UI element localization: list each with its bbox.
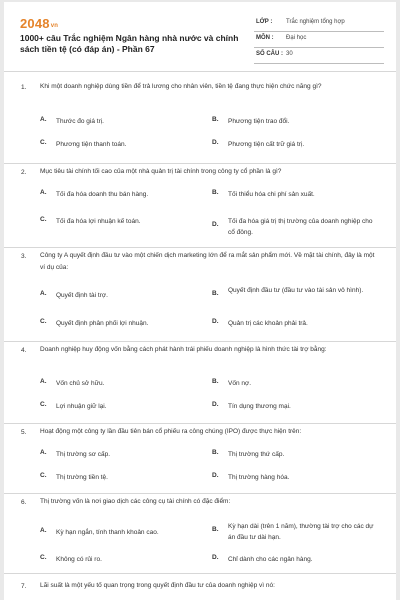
question-number: 1. bbox=[21, 84, 27, 91]
document-meta bbox=[254, 16, 384, 64]
question-number: 3. bbox=[21, 253, 27, 260]
option-letter: A. bbox=[40, 290, 47, 297]
meta-row-subject bbox=[254, 32, 384, 48]
meta-key: SỐ CÂU : bbox=[256, 51, 283, 57]
question-item bbox=[4, 424, 396, 494]
meta-key: MÔN : bbox=[256, 35, 274, 41]
question-item bbox=[4, 72, 396, 164]
site-logo[interactable] bbox=[20, 16, 58, 31]
question-item bbox=[4, 164, 396, 248]
option-text: Tối đa hóa lợi nhuận kế toán. bbox=[56, 218, 141, 225]
option-text: Phương tiện thanh toán. bbox=[56, 141, 127, 148]
option-text: Tối thiểu hóa chi phí sản xuất. bbox=[228, 191, 315, 198]
meta-value: Đại học bbox=[286, 35, 307, 41]
option-letter: C. bbox=[40, 554, 47, 561]
question-number: 7. bbox=[21, 583, 27, 590]
option-letter: A. bbox=[40, 449, 47, 456]
question-text: Thị trường vốn là nơi giao dịch các công cụ tài chính có đặc điểm: bbox=[40, 498, 231, 505]
option-letter: B. bbox=[212, 189, 219, 196]
question-item bbox=[4, 342, 396, 424]
option-letter: B. bbox=[212, 449, 219, 456]
question-number: 6. bbox=[21, 499, 27, 506]
option-letter: D. bbox=[212, 472, 219, 479]
question-text: Công ty A quyết định đầu tư vào một chiến dịch marketing lớn để ra mắt sản phẩm mới. Về mặt tài chính, đây là một ví dụ của: bbox=[40, 252, 375, 271]
logo-suffix: vn bbox=[50, 23, 59, 29]
option-text: Thước đo giá trị. bbox=[56, 118, 104, 125]
option-letter: A. bbox=[40, 116, 47, 123]
question-text: Lãi suất là một yếu tố quan trọng trong quyết định đầu tư của doanh nghiệp vì nó: bbox=[40, 582, 275, 589]
document-header bbox=[4, 2, 396, 66]
option-text: Kỳ hạn dài (trên 1 năm), thường tài trợ cho các dự án đầu tư dài hạn. bbox=[228, 523, 374, 541]
option-letter: C. bbox=[40, 472, 47, 479]
option-letter: B. bbox=[212, 526, 219, 533]
option-text: Tín dụng thương mại. bbox=[228, 403, 291, 410]
option-letter: C. bbox=[40, 216, 47, 223]
option-text: Phương tiện cất trữ giá trị. bbox=[228, 141, 305, 148]
question-item bbox=[4, 494, 396, 574]
option-text: Thị trường thứ cấp. bbox=[228, 451, 285, 458]
option-letter: C. bbox=[40, 318, 47, 325]
option-letter: B. bbox=[212, 116, 219, 123]
option-text: Thị trường sơ cấp. bbox=[56, 451, 111, 458]
option-letter: A. bbox=[40, 378, 47, 385]
meta-value: Trắc nghiệm tổng hợp bbox=[286, 19, 345, 25]
option-letter: D. bbox=[212, 554, 219, 561]
option-letter: C. bbox=[40, 139, 47, 146]
question-text: Khi một doanh nghiệp dùng tiền để trả lương cho nhân viên, tiền tệ đang thực hiện chức năng gì? bbox=[40, 83, 322, 90]
option-text: Tối đa hóa giá trị thị trường của doanh nghiệp cho cổ đông. bbox=[228, 218, 373, 236]
document-page bbox=[4, 2, 396, 600]
meta-value: 30 bbox=[286, 51, 293, 57]
logo-text: 2048 bbox=[20, 16, 50, 31]
option-letter: D. bbox=[212, 318, 219, 325]
question-item bbox=[4, 574, 396, 600]
option-text: Vốn nợ. bbox=[228, 380, 252, 387]
meta-row-count bbox=[254, 48, 384, 64]
question-text: Hoạt động một công ty lần đầu tiên bán cổ phiếu ra công chúng (IPO) được thực hiện trên: bbox=[40, 428, 302, 435]
option-text: Quyết định đầu tư (đầu tư vào tài sản vô hình). bbox=[228, 287, 364, 294]
option-text: Tối đa hóa doanh thu bán hàng. bbox=[56, 191, 149, 198]
question-number: 5. bbox=[21, 429, 27, 436]
option-text: Chỉ dành cho các ngân hàng. bbox=[228, 556, 313, 563]
option-text: Kỳ hạn ngắn, tính thanh khoản cao. bbox=[56, 529, 159, 536]
option-text: Lợi nhuận giữ lại. bbox=[56, 403, 107, 410]
question-number: 4. bbox=[21, 347, 27, 354]
option-text: Không có rủi ro. bbox=[56, 556, 102, 563]
option-letter: D. bbox=[212, 221, 219, 228]
option-text: Quản trị các khoản phải trả. bbox=[228, 320, 308, 327]
question-number: 2. bbox=[21, 169, 27, 176]
option-letter: A. bbox=[40, 527, 47, 534]
question-item bbox=[4, 248, 396, 342]
option-letter: B. bbox=[212, 378, 219, 385]
option-letter: C. bbox=[40, 401, 47, 408]
question-text: Mục tiêu tài chính tối cao của một nhà quản trị tài chính trong công ty cổ phần là gì? bbox=[40, 168, 282, 175]
question-text: Doanh nghiệp huy động vốn bằng cách phát hành trái phiếu doanh nghiệp là hình thức tài trợ bằng: bbox=[40, 346, 327, 353]
option-letter: D. bbox=[212, 401, 219, 408]
meta-key: LỚP : bbox=[256, 19, 273, 25]
option-text: Thị trường tiền tệ. bbox=[56, 474, 108, 481]
meta-row-class bbox=[254, 16, 384, 32]
option-text: Vốn chủ sở hữu. bbox=[56, 380, 105, 387]
option-text: Thị trường hàng hóa. bbox=[228, 474, 290, 481]
option-letter: A. bbox=[40, 189, 47, 196]
option-text: Quyết định tài trợ. bbox=[56, 292, 108, 299]
option-text: Quyết định phân phối lợi nhuận. bbox=[56, 320, 149, 327]
option-text: Phương tiện trao đổi. bbox=[228, 118, 290, 125]
option-letter: D. bbox=[212, 139, 219, 146]
document-title: 1000+ câu Trắc nghiệm Ngân hàng nhà nước và chính sách tiền tệ (có đáp án) - Phần 67 bbox=[20, 33, 239, 54]
option-letter: B. bbox=[212, 290, 219, 297]
